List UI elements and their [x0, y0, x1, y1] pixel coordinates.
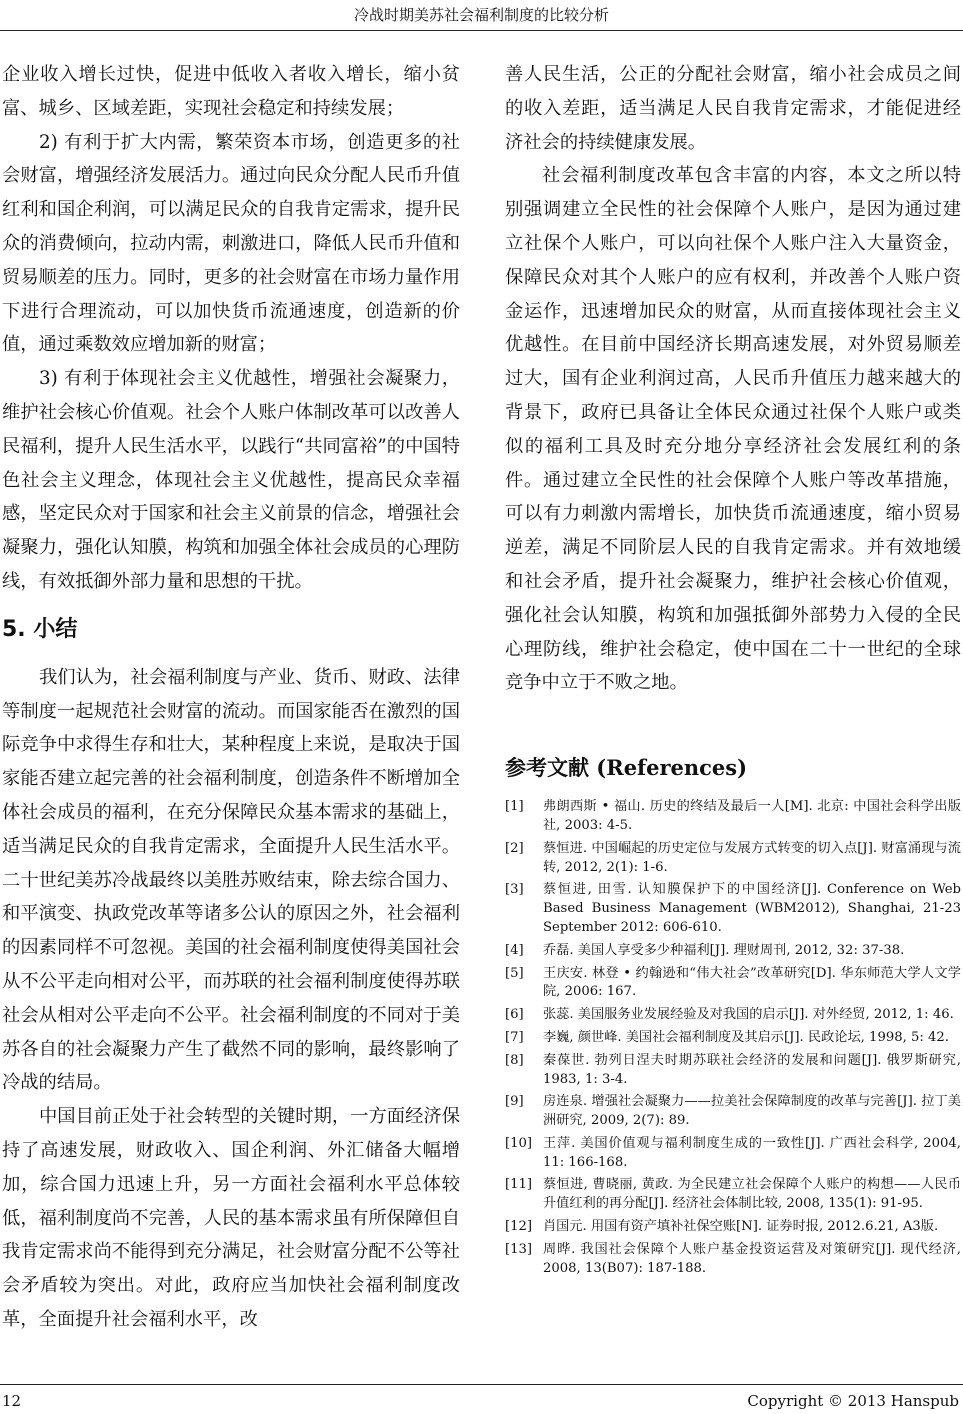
reference-item — [505, 1006, 961, 1025]
reference-item — [505, 1218, 961, 1237]
paragraph-summary-1: 我们认为，社会福利制度与产业、货币、财政、法律等制度一起规范社会财富的流动。而国家能否在激烈的国际竞争中求得生存和壮大，某种程度上来说，是取决于国家能否建立起完善的社会福利制度，创造条件不断增加全体社会成员的福利，在充分保障民众基本需求的基础上，适当满足民众的自我肯定需求，全面提升人民生活水平。二十世纪美苏冷战最终以美胜苏败结束，除去综合国力、和平演变、执政党改革等诸多公认的原因之外，社会福利的因素同样不可忽视。美国的社会福利制度使得美国社会从不公平走向相对公平，而苏联的社会福利制度使得苏联社会从相对公平走向不公平。社会福利制度的不同对于美苏各自的社会凝聚力产生了截然不同的影响，最终影响了冷战的结局。 — [2, 666, 460, 1094]
paragraph-continued-right: 善人民生活，公正的分配社会财富，缩小社会成员之间的收入差距，适当满足人民自我肯定需求，才能促进经济社会的持续健康发展。 — [505, 64, 961, 153]
reference-number: [11] — [505, 1177, 533, 1193]
left-column — [2, 58, 460, 1337]
paragraph-point-3: 3) 有利于体现社会主义优越性，增强社会凝聚力，维护社会核心价值观。社会个人账户体制改革可以改善人民福利，提升人民生活水平，以践行“共同富裕”的中国特色社会主义理念，体现社会主义优越性，提高民众幸福感，坚定民众对于国家和社会主义前景的信念，增强社会凝聚力，强化认知膜，构筑和加强全体社会成员的心理防线，有效抵御外部力量和思想的干扰。 — [2, 368, 460, 592]
reference-item — [505, 840, 961, 878]
reference-text: 蔡恒进. 中国崛起的历史定位与发展方式转变的切入点[J]. 财富涌现与流转, 2012, 2(1): 1-6. — [543, 840, 961, 875]
running-header: 冷战时期美苏社会福利制度的比较分析 — [353, 6, 609, 24]
reference-item — [505, 1029, 961, 1048]
reference-text: 房连泉. 增强社会凝聚力——拉美社会保障制度的改革与完善[J]. 拉丁美洲研究, 2009, 2(7): 89. — [543, 1094, 961, 1129]
reference-text: 乔磊. 美国人享受多少种福利[J]. 理财周刊, 2012, 32: 37-38. — [543, 942, 905, 958]
reference-text: 弗朗西斯 • 福山. 历史的终结及最后一人[M]. 北京: 中国社会科学出版社, 2003: 4-5. — [543, 799, 961, 833]
reference-number: [13] — [505, 1241, 533, 1257]
right-column — [505, 58, 961, 1282]
reference-number: [2] — [505, 840, 524, 856]
reference-text: 李巍, 颜世峰. 美国社会福利制度及其启示[J]. 民政论坛, 1998, 5: 42. — [543, 1029, 949, 1045]
reference-item — [505, 942, 961, 961]
reference-item — [505, 1176, 961, 1214]
reference-number: [3] — [505, 882, 524, 898]
reference-number: [8] — [505, 1052, 524, 1068]
reference-item — [505, 1093, 961, 1131]
reference-number: [9] — [505, 1094, 524, 1110]
paragraph-continued: 企业收入增长过快，促进中低收入者收入增长，缩小贫富、城乡、区域差距，实现社会稳定和持续发展； — [2, 64, 460, 119]
reference-text: 肖国元. 用国有资产填补社保空账[N]. 证券时报, 2012.6.21, A3版. — [543, 1219, 939, 1235]
paragraph-reform: 社会福利制度改革包含丰富的内容，本文之所以特别强调建立全民性的社会保障个人账户，是因为通过建立社保个人账户，可以向社保个人账户注入大量资金，保障民众对其个人账户的应有权利，并改善个人账户资金运作，迅速增加民众的财富，从而直接体现社会主义优越性。在目前中国经济长期高速发展，对外贸易顺差过大，国有企业利润过高，人民币升值压力越来越大的背景下，政府已具备让全体民众通过社保个人账户或类似的福利工具及时充分地分享经济社会发展红利的条件。通过建立全民性的社会保障个人账户等改革措施，可以有力刺激内需增长，加快货币流通速度，缩小贸易逆差，满足不同阶层人民的自我肯定需求。并有效地缓和社会矛盾，提升社会凝聚力，维护社会核心价值观，强化社会认知膜，构筑和加强抵御外部势力入侵的全民心理防线，维护社会稳定，使中国在二十一世纪的全球竞争中立于不败之地。 — [505, 165, 961, 694]
reference-text: 蔡恒进, 曹晓丽, 黄政. 为全民建立社会保障个人账户的构想——人民币升值红利的再分配[J]. 经济社会体制比较, 2008, 135(1): 91-95. — [543, 1177, 961, 1212]
reference-number: [6] — [505, 1007, 524, 1023]
reference-number: [12] — [505, 1219, 533, 1235]
reference-number: [5] — [505, 965, 524, 981]
reference-item — [505, 1241, 961, 1279]
reference-item — [505, 1135, 961, 1173]
reference-item — [505, 1052, 961, 1090]
page-number: 12 — [2, 1392, 22, 1410]
header-divider — [0, 30, 963, 31]
reference-text: 蔡恒进, 田雪. 认知膜保护下的中国经济[J]. Conference on Web Based Business Management (WBM2012), Shanghai, 21-23 September 2012: 606-610. — [543, 882, 961, 935]
reference-number: [10] — [505, 1135, 533, 1151]
reference-list — [505, 798, 961, 1278]
reference-text: 秦葆世. 勃列日涅夫时期苏联社会经济的发展和问题[J]. 俄罗斯研究, 1983, 1: 3-4. — [543, 1052, 961, 1087]
reference-text: 王萍. 美国价值观与福利制度生成的一致性[J]. 广西社会科学, 2004, 11: 166-168. — [543, 1135, 961, 1170]
reference-item — [505, 798, 961, 836]
reference-number: [1] — [505, 799, 524, 815]
references-heading: 参考文献 (References) — [505, 755, 748, 781]
section-title-summary: 5. 小结 — [2, 616, 78, 642]
reference-number: [4] — [505, 942, 524, 958]
copyright-notice: Copyright © 2013 Hanspub — [747, 1392, 959, 1410]
reference-text: 王庆安. 林登 • 约翰逊和“伟大社会”改革研究[D]. 华东师范大学人文学院, 2006: 167. — [543, 965, 961, 1000]
reference-text: 周晔. 我国社会保障个人账户基金投资运营及对策研究[J]. 现代经济, 2008, 13(B07): 187-188. — [543, 1241, 961, 1276]
reference-text: 张蕊. 美国服务业发展经验及对我国的启示[J]. 对外经贸, 2012, 1: 46. — [543, 1007, 954, 1023]
footer-divider — [0, 1384, 963, 1385]
reference-item — [505, 965, 961, 1003]
paragraph-point-2: 2) 有利于扩大内需，繁荣资本市场，创造更多的社会财富，增强经济发展活力。通过向民众分配人民币升值红利和国企利润，可以满足民众的自我肯定需求，提升民众的消费倾向，拉动内需，刺激进口，降低人民币升值和贸易顺差的压力。同时，更多的社会财富在市场力量作用下进行合理流动，可以加快货币流通速度，创造新的价值，通过乘数效应增加新的财富； — [2, 131, 460, 356]
reference-item — [505, 881, 961, 937]
reference-number: [7] — [505, 1029, 524, 1045]
paragraph-summary-2: 中国目前正处于社会转型的关键时期，一方面经济保持了高速发展，财政收入、国企利润、外汇储备大幅增加，综合国力迅速上升，另一方面社会福利水平总体较低，福利制度尚不完善，人民的基本需求虽有所保障但自我肯定需求尚不能得到充分满足，社会财富分配不公等社会矛盾较为突出。对此，政府应当加快社会福利制度改革，全面提升社会福利水平，改 — [2, 1106, 460, 1330]
